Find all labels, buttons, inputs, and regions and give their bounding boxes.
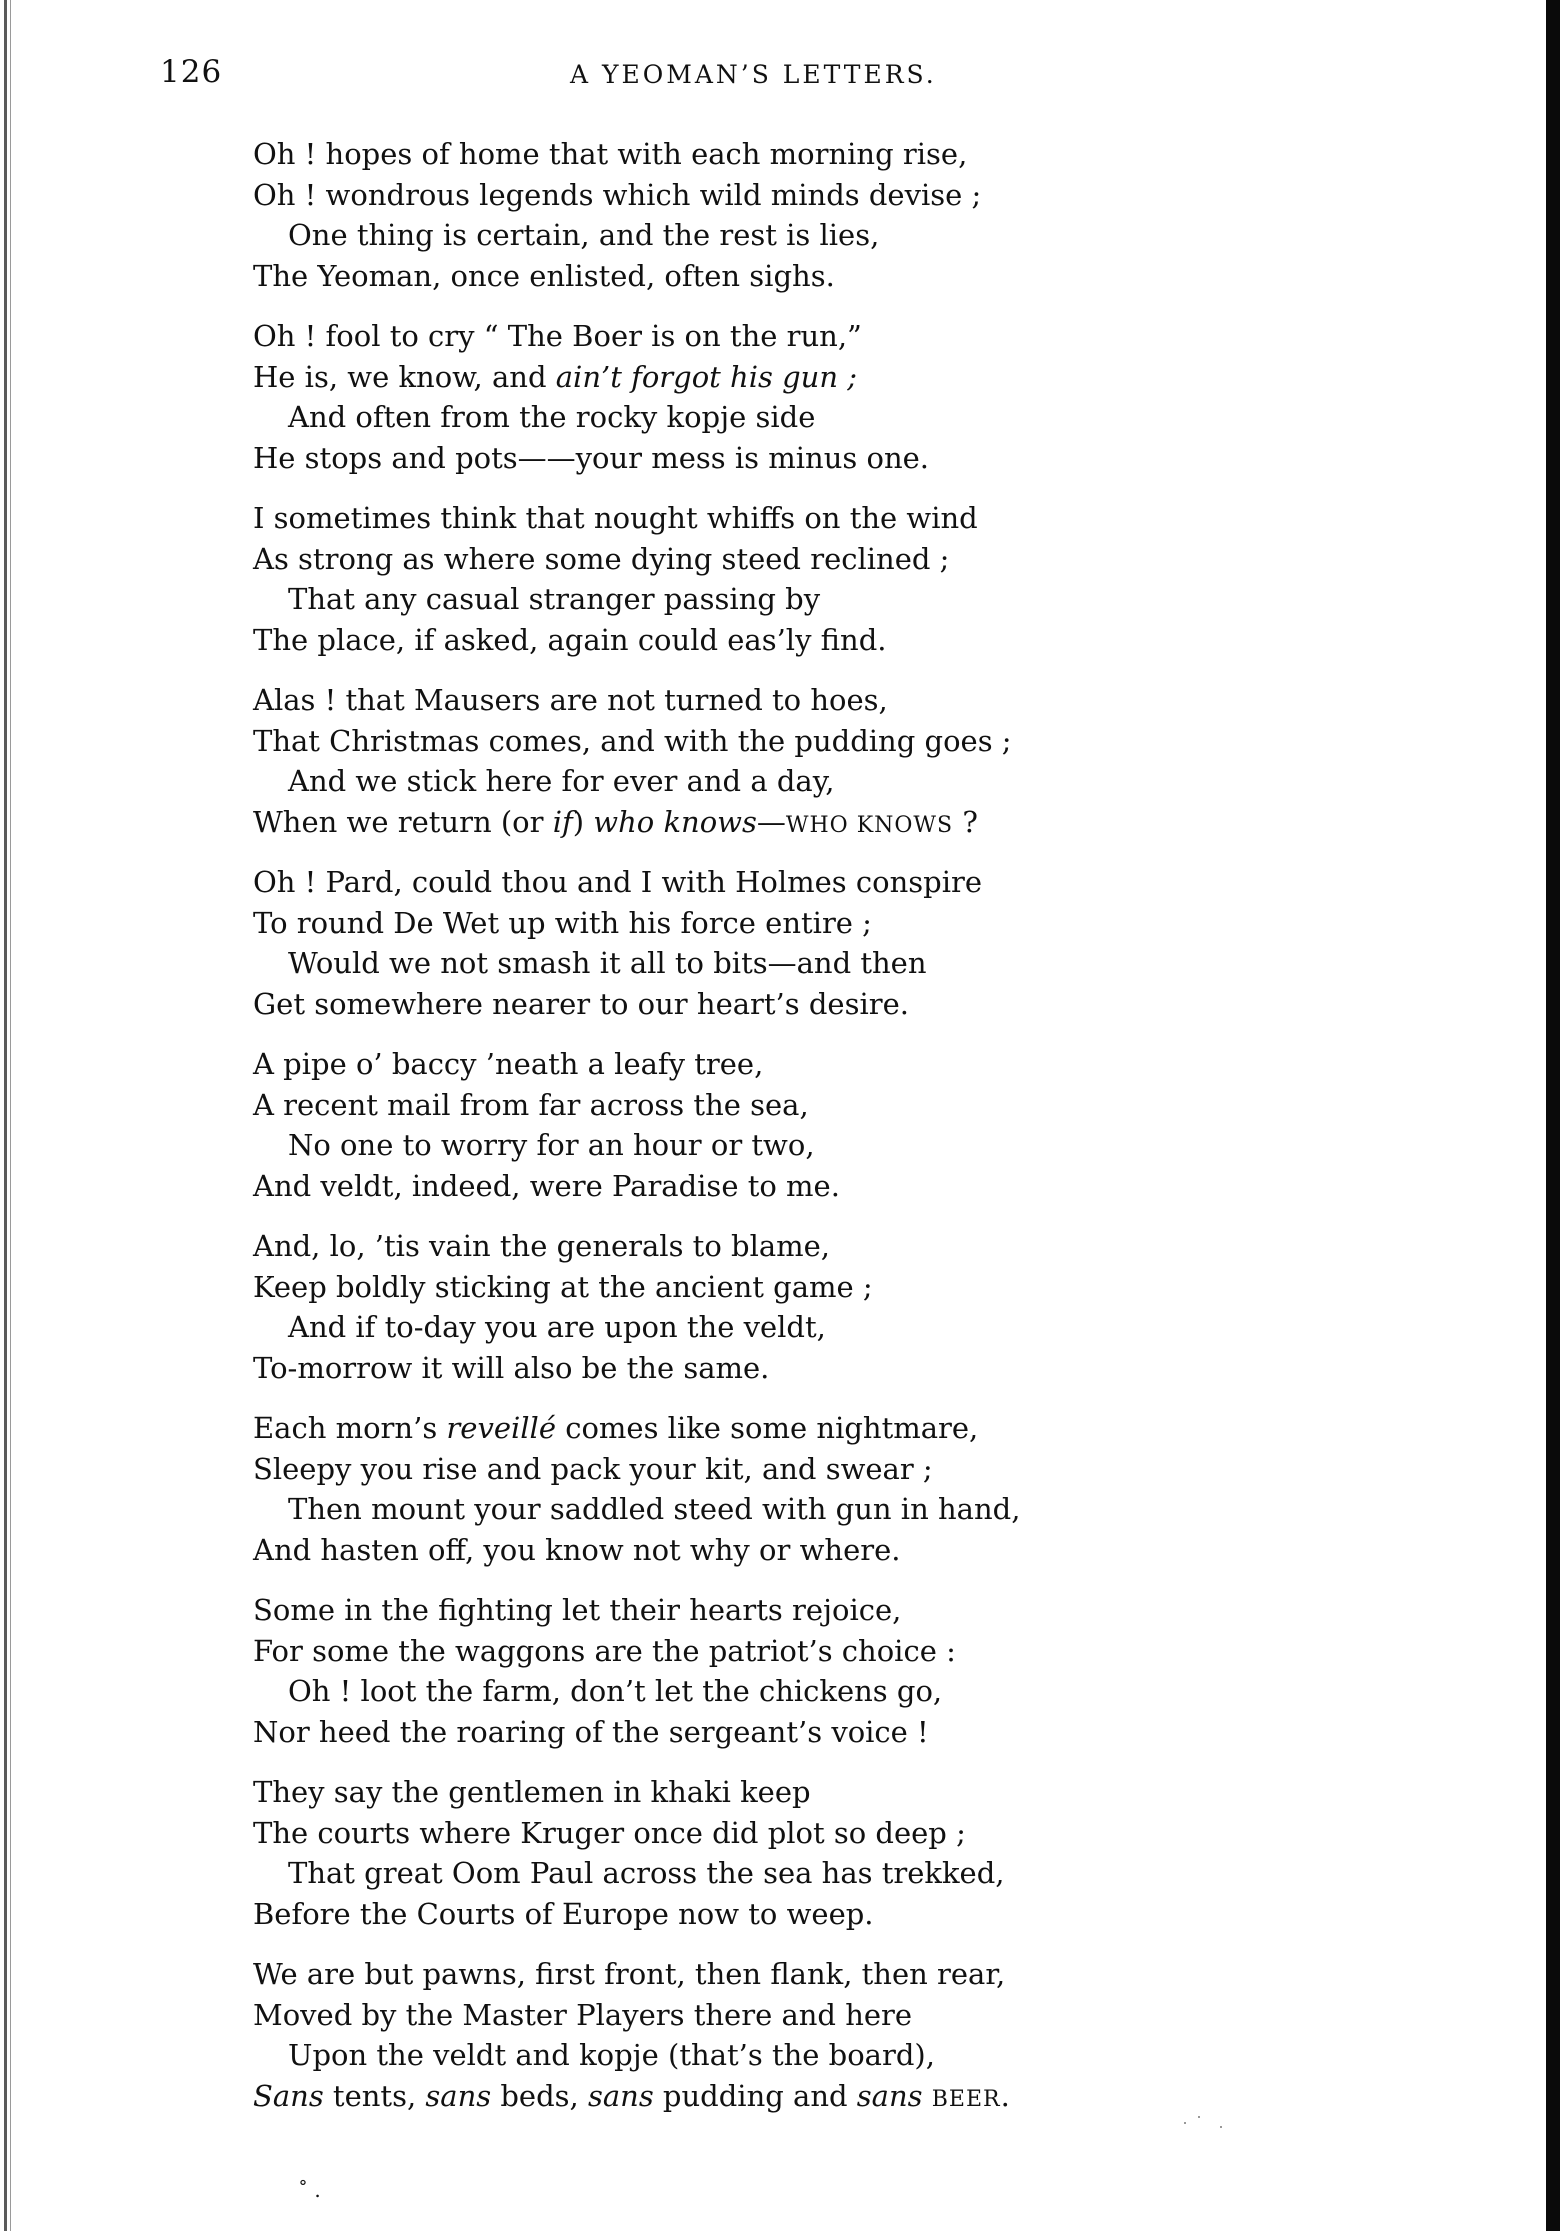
poem-line: He stops and pots——your mess is minus one. (253, 440, 930, 475)
italic-segment: sans (856, 2078, 923, 2113)
poem-line (253, 357, 1433, 398)
poem-line (253, 1408, 1433, 1449)
line-segment: pudding and (653, 2078, 857, 2113)
poem-line: Upon the veldt and kopje (that’s the board), (288, 2038, 935, 2072)
poem-line: The courts where Kruger once did plot so deep ; (253, 1815, 966, 1850)
small-caps-segment: BEER (931, 2086, 1001, 2112)
poem-line: Moved by the Master Players there and here (253, 1997, 913, 2032)
page-number: 126 (160, 54, 223, 90)
poem-line: Alas ! that Mausers are not turned to hoes, (253, 683, 888, 717)
line-segment: comes like some nightmare, (555, 1411, 979, 1445)
stanza-3 (253, 498, 1433, 660)
poem-line: To-morrow it will also be the same. (253, 1350, 770, 1385)
poem-line: Before the Courts of Europe now to weep. (253, 1896, 874, 1931)
italic-segment: reveillé (446, 1411, 556, 1445)
poem-line: Oh ! Pard, could thou and I with Holmes conspire (253, 865, 983, 899)
line-segment: ) (572, 804, 594, 839)
line-segment: tents, (323, 2078, 426, 2113)
poem-line: For some the waggons are the patriot’s choice : (253, 1633, 956, 1668)
italic-segment: if (552, 804, 573, 839)
line-segment: When we return (or (253, 804, 553, 839)
poem-line: That great Oom Paul across the sea has trekked, (288, 1856, 1005, 1890)
poem-line: Would we not smash it all to bits—and then (288, 946, 927, 980)
poem-line: Get somewhere nearer to our heart’s desire. (253, 986, 909, 1021)
poem-line: Sleepy you rise and pack your kit, and swear ; (253, 1451, 933, 1486)
left-margin-rule (4, 0, 7, 2231)
stanza-8 (253, 1408, 1433, 1570)
poem-line (253, 802, 1433, 843)
line-segment: ? (953, 804, 978, 839)
right-scan-edge (1546, 0, 1560, 2231)
stanza-7 (253, 1226, 1433, 1388)
poem-line: Oh ! hopes of home that with each morning rise, (253, 137, 968, 171)
poem-line: No one to worry for an hour or two, (288, 1128, 815, 1162)
stanza-10 (253, 1772, 1433, 1934)
stanza-2 (253, 316, 1433, 478)
poem-line: And if to-day you are upon the veldt, (288, 1310, 826, 1344)
poem-line: Some in the fighting let their hearts rejoice, (253, 1593, 902, 1627)
poem-line: A recent mail from far across the sea, (253, 1087, 809, 1122)
poem-line: They say the gentlemen in khaki keep (253, 1775, 811, 1809)
poem-line: And veldt, indeed, were Paradise to me. (253, 1168, 840, 1203)
page-mark: ˚ . (298, 2178, 321, 2202)
line-segment: He is, we know, and (253, 359, 556, 394)
poem-line: Oh ! loot the farm, don’t let the chickens go, (288, 1674, 943, 1708)
poem-line: One thing is certain, and the rest is lies, (288, 218, 880, 252)
running-head: A YEOMAN’S LETTERS. (570, 60, 937, 89)
poem-line: We are but pawns, first front, then flank, then rear, (253, 1957, 1006, 1991)
line-segment (923, 2079, 932, 2113)
poem-line: That any casual stranger passing by (288, 582, 821, 616)
poem-body (253, 134, 1433, 2136)
italic-segment: Sans (253, 2078, 324, 2113)
poem-line: Oh ! fool to cry “ The Boer is on the run,” (253, 319, 862, 353)
stanza-9 (253, 1590, 1433, 1752)
poem-line: Oh ! wondrous legends which wild minds devise ; (253, 177, 982, 212)
stanza-5 (253, 862, 1433, 1024)
poem-line: And we stick here for ever and a day, (288, 764, 835, 798)
italic-segment: ain’t forgot his gun ; (555, 359, 857, 394)
poem-line: The place, if asked, again could eas’ly find. (253, 622, 887, 657)
italic-segment: sans (587, 2078, 654, 2113)
poem-line: And hasten off, you know not why or where. (253, 1532, 901, 1567)
line-segment: Each morn’s (253, 1411, 447, 1445)
poem-line (253, 2076, 1433, 2117)
italic-segment: who knows (593, 804, 757, 839)
line-segment: — (756, 804, 786, 839)
poem-line: And, lo, ’tis vain the generals to blame, (253, 1229, 831, 1263)
stanza-11 (253, 1954, 1433, 2116)
poem-line: And often from the rocky kopje side (288, 400, 816, 434)
poem-line: I sometimes think that nought whiffs on the wind (253, 501, 978, 535)
left-margin-rule-inner (10, 0, 11, 2231)
italic-segment: sans (425, 2078, 492, 2113)
poem-line: Keep boldly sticking at the ancient game ; (253, 1269, 873, 1304)
stanza-6 (253, 1044, 1433, 1206)
poem-line: To round De Wet up with his force entire ; (253, 905, 872, 940)
line-segment: beds, (491, 2078, 588, 2113)
poem-line: That Christmas comes, and with the pudding goes ; (253, 723, 1012, 758)
scan-specks (1180, 2112, 1240, 2132)
poem-line: As strong as where some dying steed reclined ; (253, 541, 950, 576)
poem-line: The Yeoman, once enlisted, often sighs. (253, 258, 835, 293)
poem-line: A pipe o’ baccy ’neath a leafy tree, (253, 1047, 764, 1081)
small-caps-segment: WHO KNOWS (785, 812, 954, 838)
poem-line: Nor heed the roaring of the sergeant’s voice ! (253, 1714, 929, 1749)
line-segment: . (1000, 2078, 1010, 2113)
stanza-1 (253, 134, 1433, 296)
poem-line: Then mount your saddled steed with gun in hand, (288, 1492, 1021, 1526)
stanza-4 (253, 680, 1433, 842)
